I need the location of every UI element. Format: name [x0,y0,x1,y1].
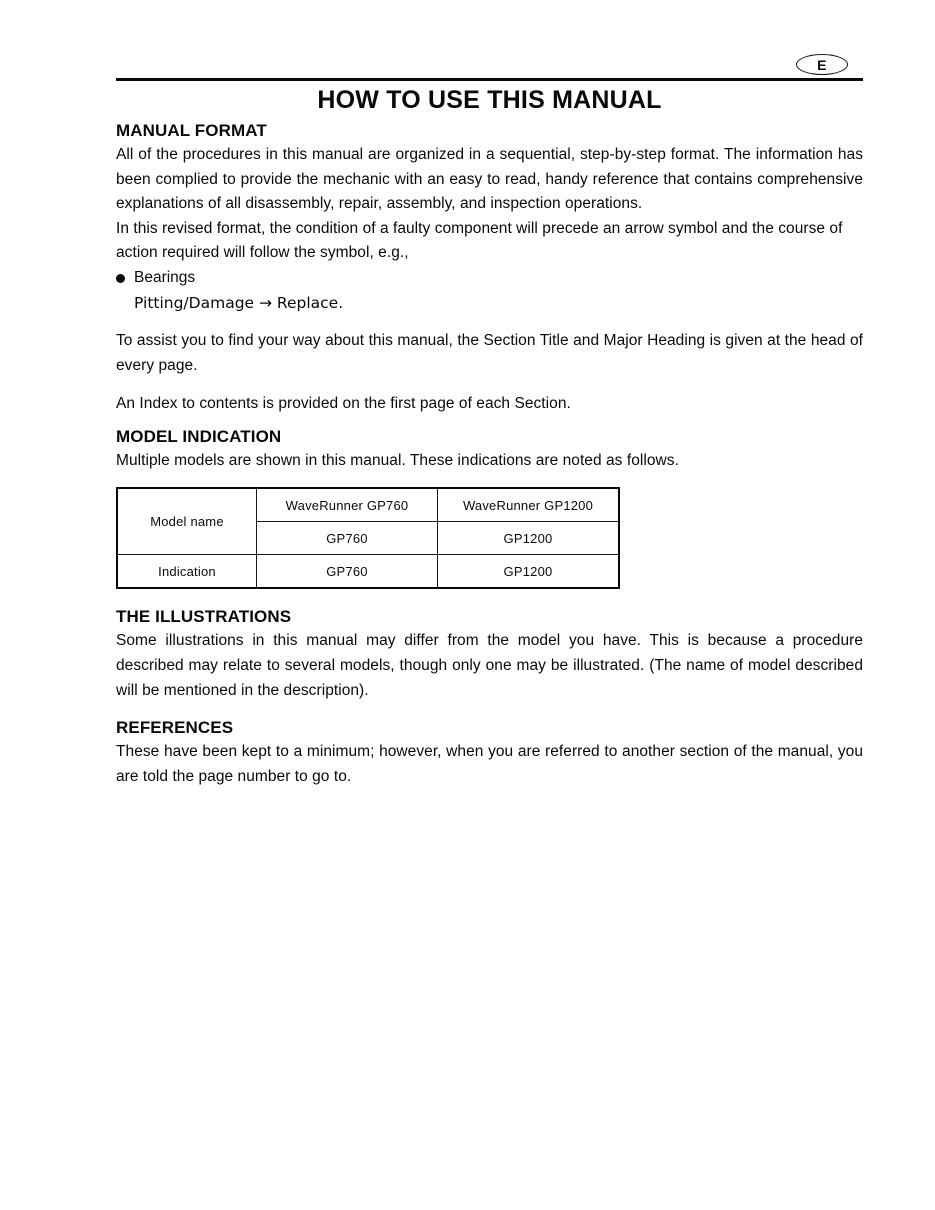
section-heading-model-indication: MODEL INDICATION [116,426,282,446]
table-cell-indication-gp760: GP760 [257,555,438,589]
manual-format-paragraph-3: To assist you to find your way about this manual, the Section Title and Major Heading is given at the head of every page. [116,332,863,374]
model-indication-intro: Multiple models are shown in this manual. These indications are noted as follows. [116,451,679,469]
bullet-item-bearings [116,266,863,291]
manual-format-paragraph-4: An Index to contents is provided on the first page of each Section. [116,395,571,413]
table-cell-model-name-full-gp1200: WaveRunner GP1200 [438,488,620,522]
language-badge [796,54,848,75]
spacer [116,589,863,606]
table-cell-indication-label: Indication [117,555,257,589]
table-cell-model-name-short-gp1200: GP1200 [438,522,620,555]
manual-format-paragraph-1: All of the procedures in this manual are organized in a sequential, step-by-step format. The information has been complied to provide the mechanic with an easy to read, handy reference that contains comprehensive explanations of all disassembly, repair, assembly, and inspection operations. [116,145,863,213]
references-paragraph: These have been kept to a minimum; however, when you are referred to another section of the manual, you are told the page number to go to. [116,743,863,785]
section-heading-manual-format: MANUAL FORMAT [116,121,267,140]
spacer [116,315,863,329]
table-cell-model-name-label: Model name [117,488,257,555]
language-badge-letter: E [817,56,827,73]
spacer [116,378,863,392]
table-cell-model-name-short-gp760: GP760 [257,522,438,555]
header-divider [116,78,863,81]
table-cell-model-name-full-gp760: WaveRunner GP760 [257,488,438,522]
bullet-dot-icon [116,274,125,283]
page-content [116,86,863,789]
table-cell-indication-gp1200: GP1200 [438,555,620,589]
page-title: HOW TO USE THIS MANUAL [317,86,662,114]
section-heading-the-illustrations: THE ILLUSTRATIONS [116,607,292,627]
bullet-item-detail: Pitting/Damage → Replace. [134,293,344,312]
spacer [116,417,863,426]
table-row [117,488,619,522]
bullet-item-label: Bearings [134,268,196,286]
model-table-wrapper [116,487,863,589]
manual-format-paragraph-2: In this revised format, the condition of a faulty component will precede an arrow symbol and the course of action required will follow the symbol, e.g., [116,219,843,262]
section-heading-references: REFERENCES [116,718,234,738]
the-illustrations-paragraph: Some illustrations in this manual may differ from the model you have. This is because a procedure described may relate to several models, though only one may be illustrated. (The name of model described will be mentioned in the description). [116,632,863,699]
table-row [117,555,619,589]
model-indication-table [116,487,620,589]
spacer [116,703,863,717]
